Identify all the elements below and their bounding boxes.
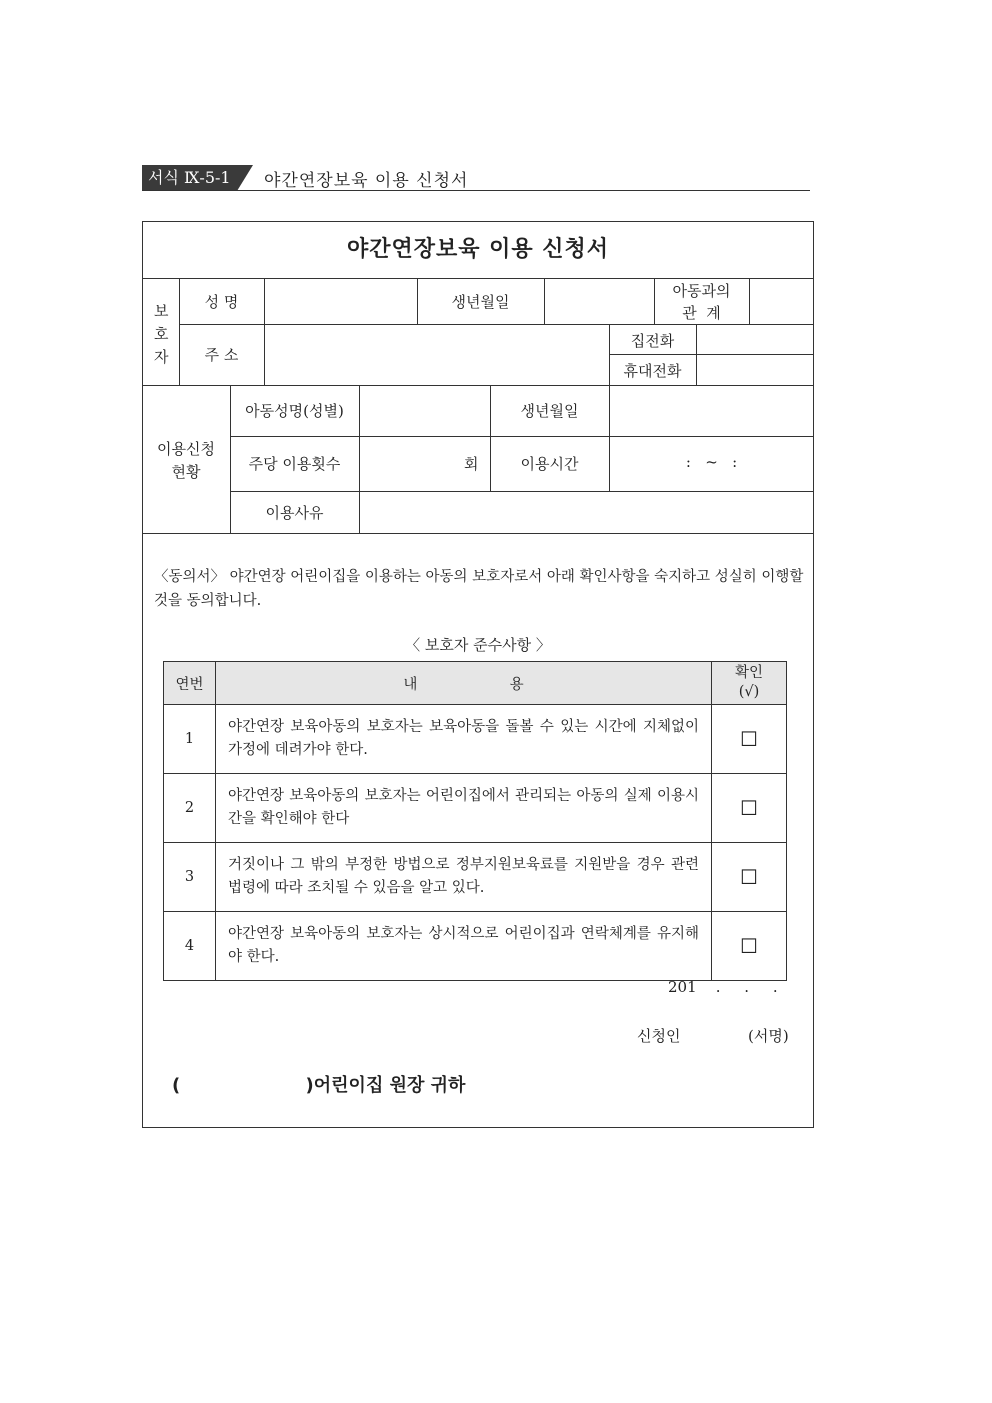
usage-time-label: 이용시간 — [520, 455, 579, 473]
row-number: 3 — [164, 843, 216, 912]
app-section-label-2: 현황 — [171, 463, 201, 481]
confirm-checkbox[interactable]: ☐ — [712, 774, 787, 843]
col-check-label-1: 확인 — [734, 665, 763, 681]
app-section-label-1: 이용신청 — [157, 440, 215, 458]
row-text: 야간연장 보육아동의 보호자는 보육아동을 돌볼 수 있는 시간에 지체없이 가정에 데려가야 한다. — [216, 705, 712, 774]
date-field[interactable]: 201 . . . — [668, 978, 778, 996]
confirm-checkbox[interactable]: ☐ — [712, 843, 787, 912]
child-name-label: 아동성명(성별) — [245, 402, 344, 420]
signature-label: (서명) — [748, 1027, 789, 1045]
consent-text: 〈동의서〉 야간연장 어린이집을 이용하는 아동의 보호자로서 아래 확인사항을 숙지하고 성실히 이행할 것을 동의합니다. — [154, 569, 804, 609]
divider-phones — [609, 354, 814, 355]
guardian-name-label: 성 명 — [204, 293, 239, 311]
guardian-section-label-3: 자 — [154, 348, 169, 366]
table-row — [164, 705, 787, 774]
row-text: 야간연장 보육아동의 보호자는 어린이집에서 관리되는 아동의 실제 이용시간을 확인해야 한다 — [216, 774, 712, 843]
vline-phone-label — [696, 324, 697, 385]
divider-guardian-row — [179, 324, 814, 325]
address-label: 주 소 — [204, 346, 239, 364]
confirm-checkbox[interactable]: ☐ — [712, 912, 787, 981]
weekly-count-unit: 회 — [464, 455, 479, 473]
form-code-tag: 서식 Ⅸ-5-1 — [142, 165, 237, 191]
form-code-tag-notch — [237, 165, 253, 191]
header-underline — [142, 190, 810, 191]
row-text: 야간연장 보육아동의 보호자는 상시적으로 어린이집과 연락체계를 유지해야 한다. — [216, 912, 712, 981]
vline-relation-label — [749, 278, 750, 324]
row-number: 4 — [164, 912, 216, 981]
relation-label-2: 관 계 — [682, 304, 721, 322]
mobile-label: 휴대전화 — [623, 362, 682, 380]
row-number: 2 — [164, 774, 216, 843]
col-content-header — [216, 662, 712, 705]
reason-label: 이용사유 — [265, 504, 324, 522]
row-number: 1 — [164, 705, 216, 774]
table-row — [164, 774, 787, 843]
divider-app-end — [142, 533, 814, 534]
divider-app-row2 — [230, 491, 814, 492]
relation-label-1: 아동과의 — [672, 282, 731, 300]
confirm-checkbox[interactable]: ☐ — [712, 705, 787, 774]
rules-header-row — [164, 662, 787, 705]
table-row — [164, 843, 787, 912]
rules-heading: 〈 보호자 준수사항 〉 — [405, 636, 551, 654]
child-birth-label: 생년월일 — [520, 402, 579, 420]
col-check-header — [712, 662, 787, 705]
vline-birth-label — [544, 278, 545, 324]
guardian-section-label-1: 보 — [154, 302, 169, 320]
divider-title — [142, 278, 814, 279]
table-row — [164, 912, 787, 981]
vline-app-label — [359, 385, 360, 533]
vline-app-label2 — [609, 385, 610, 491]
row-text: 거짓이나 그 밖의 부정한 방법으로 정부지원보육료를 지원받을 경우 관련법령에 따라 조치될 수 있음을 알고 있다. — [216, 843, 712, 912]
guardian-birth-label: 생년월일 — [451, 293, 510, 311]
applicant-label: 신청인 — [637, 1027, 681, 1045]
home-phone-label: 집전화 — [630, 332, 675, 350]
vline-guardian-field — [264, 278, 265, 385]
usage-time-field[interactable]: : ~ : — [685, 453, 738, 471]
form-title: 야간연장보육 이용 신청서 — [346, 237, 610, 262]
weekly-count-label: 주당 이용횟수 — [248, 455, 341, 473]
col-check-label-2: (√) — [738, 684, 760, 700]
divider-guardian-end — [142, 385, 814, 386]
divider-app-row1 — [230, 436, 814, 437]
col-content-label: 내 용 — [403, 676, 524, 693]
header-title: 야간연장보육 이용 신청서 — [264, 171, 469, 191]
addressee-line: ( )어린이집 원장 귀하 — [172, 1075, 466, 1096]
col-no-header: 연번 — [164, 662, 216, 705]
rules-table — [163, 661, 787, 981]
guardian-section-label-2: 호 — [154, 325, 169, 343]
